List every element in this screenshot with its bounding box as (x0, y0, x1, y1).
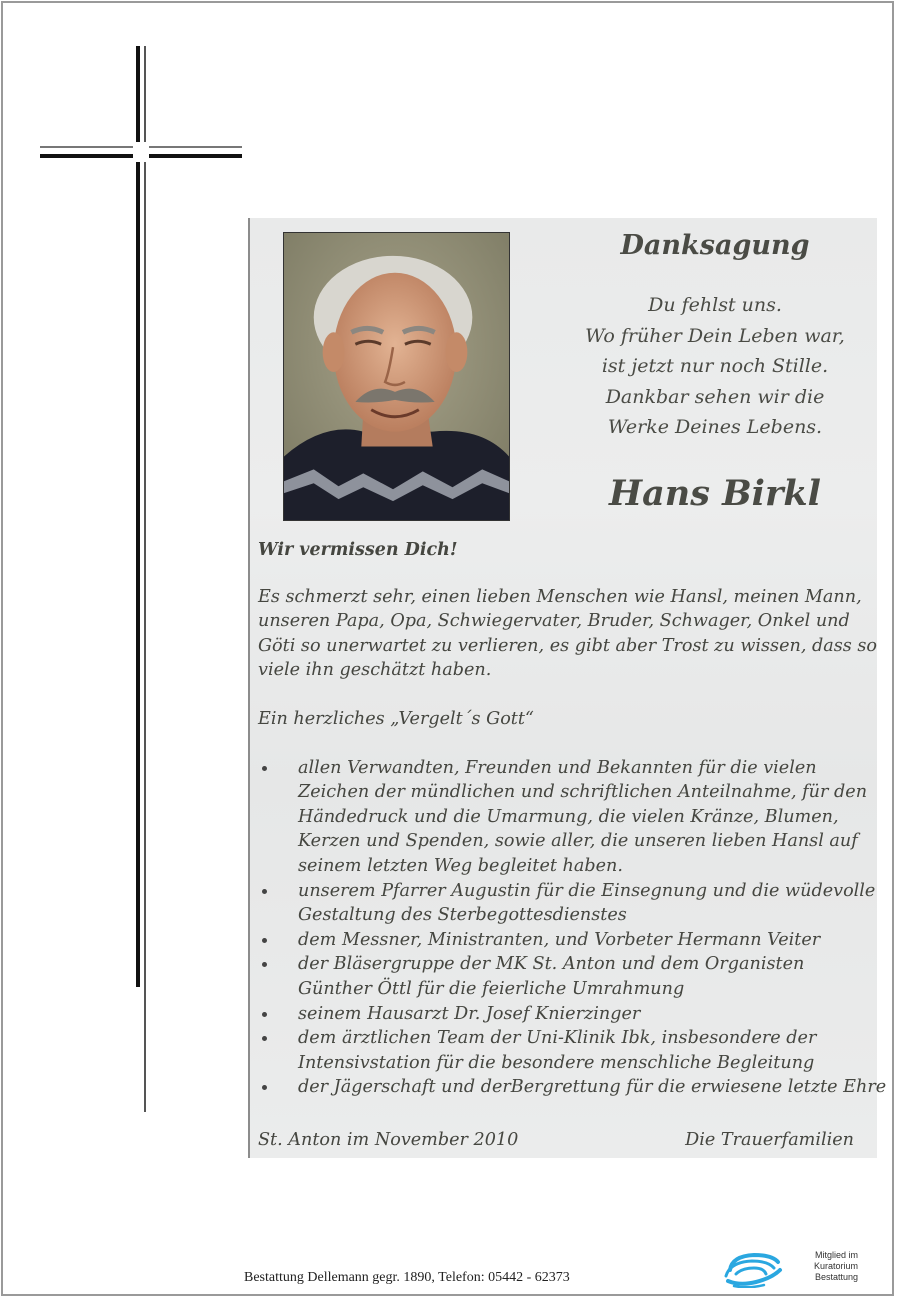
bullet-dot-icon (262, 938, 267, 943)
list-item-line: Intensivstation für die besondere menschliche Begleitung (298, 1052, 815, 1073)
member-badge (722, 1248, 872, 1288)
paragraph-line: Göti so unerwartet zu verlieren, es gibt aber Trost zu wissen, dass so (258, 635, 878, 656)
cross-center-gap (133, 142, 149, 162)
list-item-line: seinem letzten Weg begleitet haben. (298, 855, 623, 876)
list-item (258, 952, 873, 1001)
list-item-line: der Jägerschaft und derBergrettung für die erwiesene letzte Ehre (298, 1077, 887, 1098)
list-item-line: Händedruck und die Umarmung, die vielen Kränze, Blumen, (298, 806, 839, 827)
deceased-name: Hans Birkl (609, 473, 821, 514)
bullet-dot-icon (262, 1085, 267, 1090)
paragraph-line: Es schmerzt sehr, einen lieben Menschen wie Hansl, meinen Mann, (258, 586, 862, 607)
cross-vertical-thin (144, 46, 146, 1112)
notice-body (258, 538, 887, 1100)
thanks-list (258, 756, 887, 1100)
subheading: Wir vermissen Dich! (258, 540, 458, 560)
signature: Die Trauerfamilien (685, 1130, 854, 1150)
list-item-line: der Bläsergruppe der MK St. Anton und dem Organisten (298, 954, 805, 975)
member-text (780, 1250, 858, 1283)
list-item (258, 756, 873, 879)
poem-line: Werke Deines Lebens. (607, 416, 823, 438)
notice-title: Danksagung (620, 230, 810, 261)
portrait-image-icon (284, 233, 509, 520)
notice-signoff (258, 1130, 854, 1150)
thanks-intro: Ein herzliches „Vergelt´s Gott“ (258, 708, 534, 729)
intro-paragraph (258, 585, 878, 683)
paragraph-line: viele ihn geschätzt haben. (258, 660, 492, 681)
obituary-clipping (248, 218, 887, 1158)
member-line: Mitglied im (814, 1250, 858, 1260)
list-item (258, 1026, 873, 1075)
bullet-dot-icon (262, 766, 267, 771)
list-item-line: allen Verwandten, Freunden und Bekannten für die vielen (298, 757, 817, 778)
cross-vertical-thick (136, 46, 140, 987)
undertaker-footer: Bestattung Dellemann gegr. 1890, Telefon: 05442 - 62373 (244, 1270, 570, 1285)
list-item (258, 928, 873, 953)
poem-line: ist jetzt nur noch Stille. (601, 355, 829, 377)
member-line: Kuratorium Bestattung (813, 1261, 858, 1282)
poem-line: Dankbar sehen wir die (605, 385, 825, 408)
list-item-line: unserem Pfarrer Augustin für die Einsegnung und die wüdevolle (298, 880, 876, 901)
list-item-line: Günther Öttl für die feierliche Umrahmung (298, 978, 685, 999)
list-item-line: dem Messner, Ministranten, und Vorbeter Hermann Veiter (298, 929, 821, 950)
poem-line: Wo früher Dein Leben war, (585, 324, 845, 347)
place-date: St. Anton im November 2010 (258, 1130, 519, 1150)
list-item (258, 1002, 873, 1027)
list-item-line: Kerzen und Spenden, sowie aller, die unseren lieben Hansl auf (298, 831, 858, 852)
portrait-photo (283, 232, 510, 521)
bullet-dot-icon (262, 889, 267, 894)
list-item-line: dem ärztlichen Team der Uni-Klinik Ibk, insbesondere der (298, 1028, 817, 1049)
bullet-dot-icon (262, 962, 267, 967)
bullet-dot-icon (262, 1012, 267, 1017)
list-item-line: Zeichen der mündlichen und schriftlichen Anteilnahme, für den (298, 782, 868, 803)
poem-line: Du fehlst uns. (648, 294, 782, 316)
bullet-dot-icon (262, 1036, 267, 1041)
list-item (258, 1075, 887, 1100)
list-item-line: Gestaltung des Sterbegottesdienstes (298, 905, 627, 926)
list-item (258, 879, 876, 928)
poem (560, 290, 870, 443)
list-item-line: seinem Hausarzt Dr. Josef Knierzinger (298, 1003, 641, 1024)
paragraph-line: unseren Papa, Opa, Schwiegervater, Bruder, Schwager, Onkel und (258, 611, 850, 632)
